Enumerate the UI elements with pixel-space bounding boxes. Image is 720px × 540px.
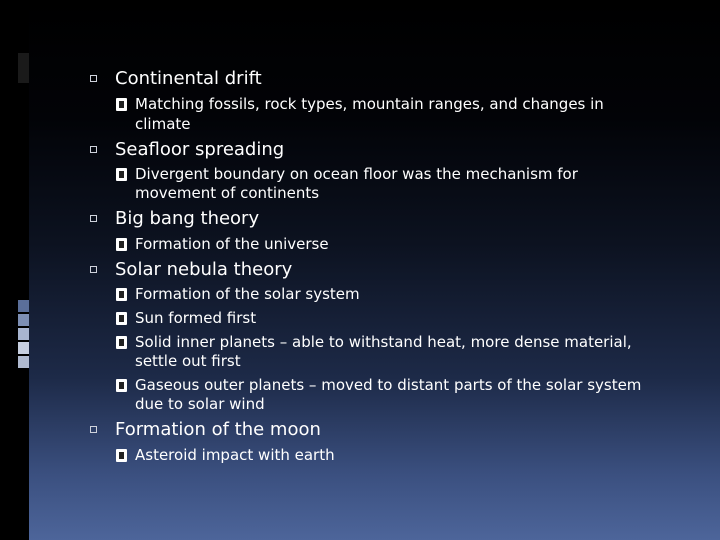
- bullet-glyph-icon: [116, 98, 127, 111]
- point-line: Formation of the solar system: [135, 285, 360, 303]
- square-bullet-icon: [90, 75, 97, 82]
- point-line: Divergent boundary on ocean floor was the mechanism for: [135, 165, 578, 183]
- topic-title: Solar nebula theory: [115, 259, 293, 280]
- point-line: due to solar wind: [135, 395, 265, 413]
- topic-title: Seafloor spreading: [115, 139, 285, 160]
- point-line: Gaseous outer planets – moved to distant parts of the solar system: [135, 376, 642, 394]
- point-line: Matching fossils, rock types, mountain ranges, and changes in: [135, 95, 604, 113]
- bullet-glyph-icon: [116, 449, 127, 462]
- bullet-glyph-icon: [116, 379, 127, 392]
- square-bullet-icon: [90, 215, 97, 222]
- topic-title: Formation of the moon: [115, 419, 321, 440]
- point-line: Solid inner planets – able to withstand heat, more dense material,: [135, 333, 632, 351]
- square-bullet-icon: [90, 146, 97, 153]
- point-line: climate: [135, 115, 191, 133]
- point-line: movement of continents: [135, 184, 320, 202]
- square-bullet-icon: [90, 426, 97, 433]
- point-line: Asteroid impact with earth: [135, 446, 335, 464]
- topic-title: Big bang theory: [115, 208, 260, 229]
- bullet-glyph-icon: [116, 288, 127, 301]
- point-line: settle out first: [135, 352, 241, 370]
- bullet-glyph-icon: [116, 312, 127, 325]
- bullet-glyph-icon: [116, 238, 127, 251]
- topic-title: Continental drift: [115, 68, 262, 89]
- point-line: Formation of the universe: [135, 235, 329, 253]
- bullet-glyph-icon: [116, 336, 127, 349]
- point-line: Sun formed first: [135, 309, 257, 327]
- square-bullet-icon: [90, 266, 97, 273]
- bullet-glyph-icon: [116, 168, 127, 181]
